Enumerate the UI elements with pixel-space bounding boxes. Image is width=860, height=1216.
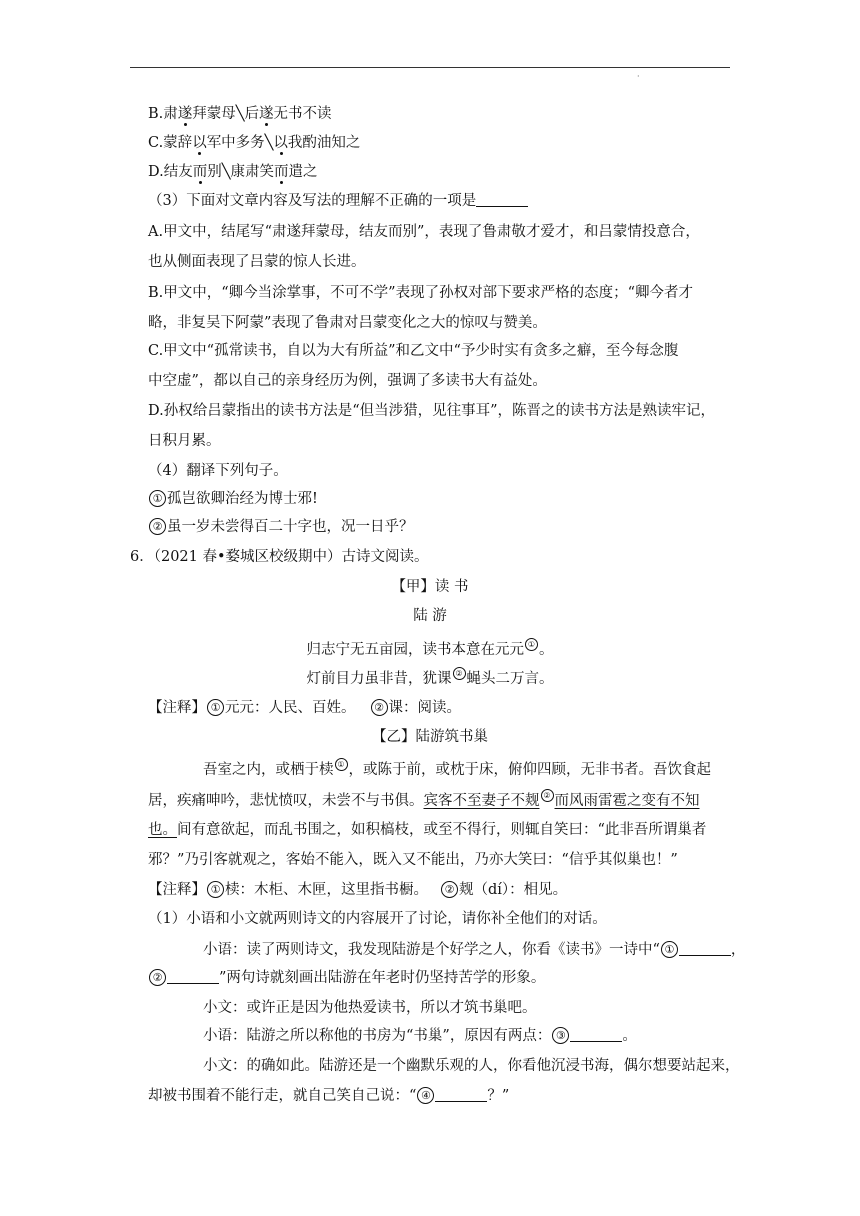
header-rule (130, 67, 730, 68)
answer-blank-1[interactable] (679, 941, 731, 956)
q3-option-a-line2: 也从侧面表现了吕蒙的惊人长进。 (148, 254, 366, 270)
q3-option-d-line2: 日积月累。 (148, 433, 221, 449)
q3-option-c-line1: C.甲文中“孤常读书，自以为大有所益”和乙文中“予少时实有贪多之癖，至今每念腹 (148, 343, 679, 359)
answer-blank-3[interactable] (570, 1027, 622, 1042)
poem-title: 【甲】读 书 (391, 579, 469, 595)
dialog-line-5: 小文：的确如此。陆游还是一个幽默乐观的人，你看他沉浸书海，偶尔想要站起来， (203, 1058, 740, 1074)
q3-option-b-line1: B.甲文中，“卿今当涂掌事，不可不学”表现了孙权对部下要求严格的态度；“卿今者才 (148, 285, 693, 301)
q3-option-b-line2: 略，非复吴下阿蒙”表现了鲁肃对吕蒙变化之大的惊叹与赞美。 (148, 315, 547, 331)
poem-notes: 【注释】 ① 元元：人民、百姓。 ② 课：阅读。 (148, 700, 461, 716)
dialog-line-2: ② ”两句诗就刻画出陆游在年老时仍坚持苦学的形象。 (148, 968, 545, 988)
prose-line-4: 邪？”乃引客就观之，客始不能入，既入又不能出，乃亦大笑曰：“信乎其似巢也！” (148, 852, 678, 868)
prose-notes: 【注释】 ① 椟：木柜、木匣，这里指书橱。 ② 觌（dí）：相见。 (148, 882, 568, 898)
prose-line-3: 也。间有意欲起，而乱书围之，如积槁枝，或至不得行，则辄自笑曰：“此非吾所谓巢者 (148, 822, 707, 838)
q6-header: 6．（2021 春•婺城区校级期中）古诗文阅读。 (130, 549, 429, 565)
option-d: D.结友而别╲康肃笑而遣之 (148, 164, 318, 180)
answer-blank-2[interactable] (167, 969, 219, 984)
prose-title: 【乙】陆游筑书巢 (372, 729, 488, 745)
poem-line-2: 灯前目力虽非昔，犹课 ② 蝇头二万言。 (306, 669, 554, 687)
option-c: C.蒙辞以军中多务╲以我酌油知之 (148, 135, 361, 151)
q3-answer-blank[interactable] (476, 192, 528, 207)
poem-line-1: 归志宁无五亩园，读书本意在元元 ① 。 (306, 640, 554, 658)
prose-line-1: 吾室之内，或栖于椟 ① ，或陈于前，或枕于床，俯仰四顾，无非书者。吾饮食起 (203, 760, 711, 778)
poem-author: 陆 游 (413, 608, 447, 624)
answer-blank-4[interactable] (435, 1087, 487, 1102)
option-b: B.肃遂拜蒙母╲后遂无书不读 (148, 106, 332, 122)
q4-sentence-2: ② 虽一岁未尝得百二十字也，况一日乎？ (148, 517, 414, 537)
dialog-line-6: 却被书围着不能行走，就自己笑自己说：“ ④ ？” (148, 1088, 510, 1104)
dialog-line-1: 小语：读了两则诗文，我发现陆游是个好学之人，你看《读书》一诗中“ ① ， (203, 942, 746, 958)
dialog-line-4: 小语：陆游之所以称他的书房为“书巢”，原因有两点： ③ 。 (203, 1028, 637, 1044)
q6-sub1-prompt: （1）小语和小文就两则诗文的内容展开了讨论，请你补全他们的对话。 (148, 911, 607, 927)
q3-option-c-line2: 中空虚”，都以自己的亲身经历为例，强调了多读书大有益处。 (148, 373, 547, 389)
prose-line-2: 居，疾痛呻吟，悲忧愤叹，未尝不与书俱。宾客不至妻子不觌 ② 而风雨雷雹之变有不知 (148, 791, 700, 809)
q3-option-d-line1: D.孙权给吕蒙指出的读书方法是“但当涉猎，见往事耳”，陈晋之的读书方法是熟读牢记， (148, 403, 716, 419)
q4-prompt: （4）翻译下列句子。 (148, 463, 288, 479)
q3-prompt: （3）下面对文章内容及写法的理解不正确的一项是 (148, 191, 528, 211)
dialog-line-3: 小文：或许正是因为他热爱读书，所以才筑书巢吧。 (203, 1000, 537, 1016)
q3-option-a-line1: A.甲文中，结尾写“肃遂拜蒙母，结友而别”，表现了鲁肃敬才爱才，和吕蒙情投意合， (148, 224, 700, 240)
q4-sentence-1: ① 孤岂欲卿治经为博士邪! (148, 489, 318, 509)
header-dot: · (637, 72, 640, 81)
